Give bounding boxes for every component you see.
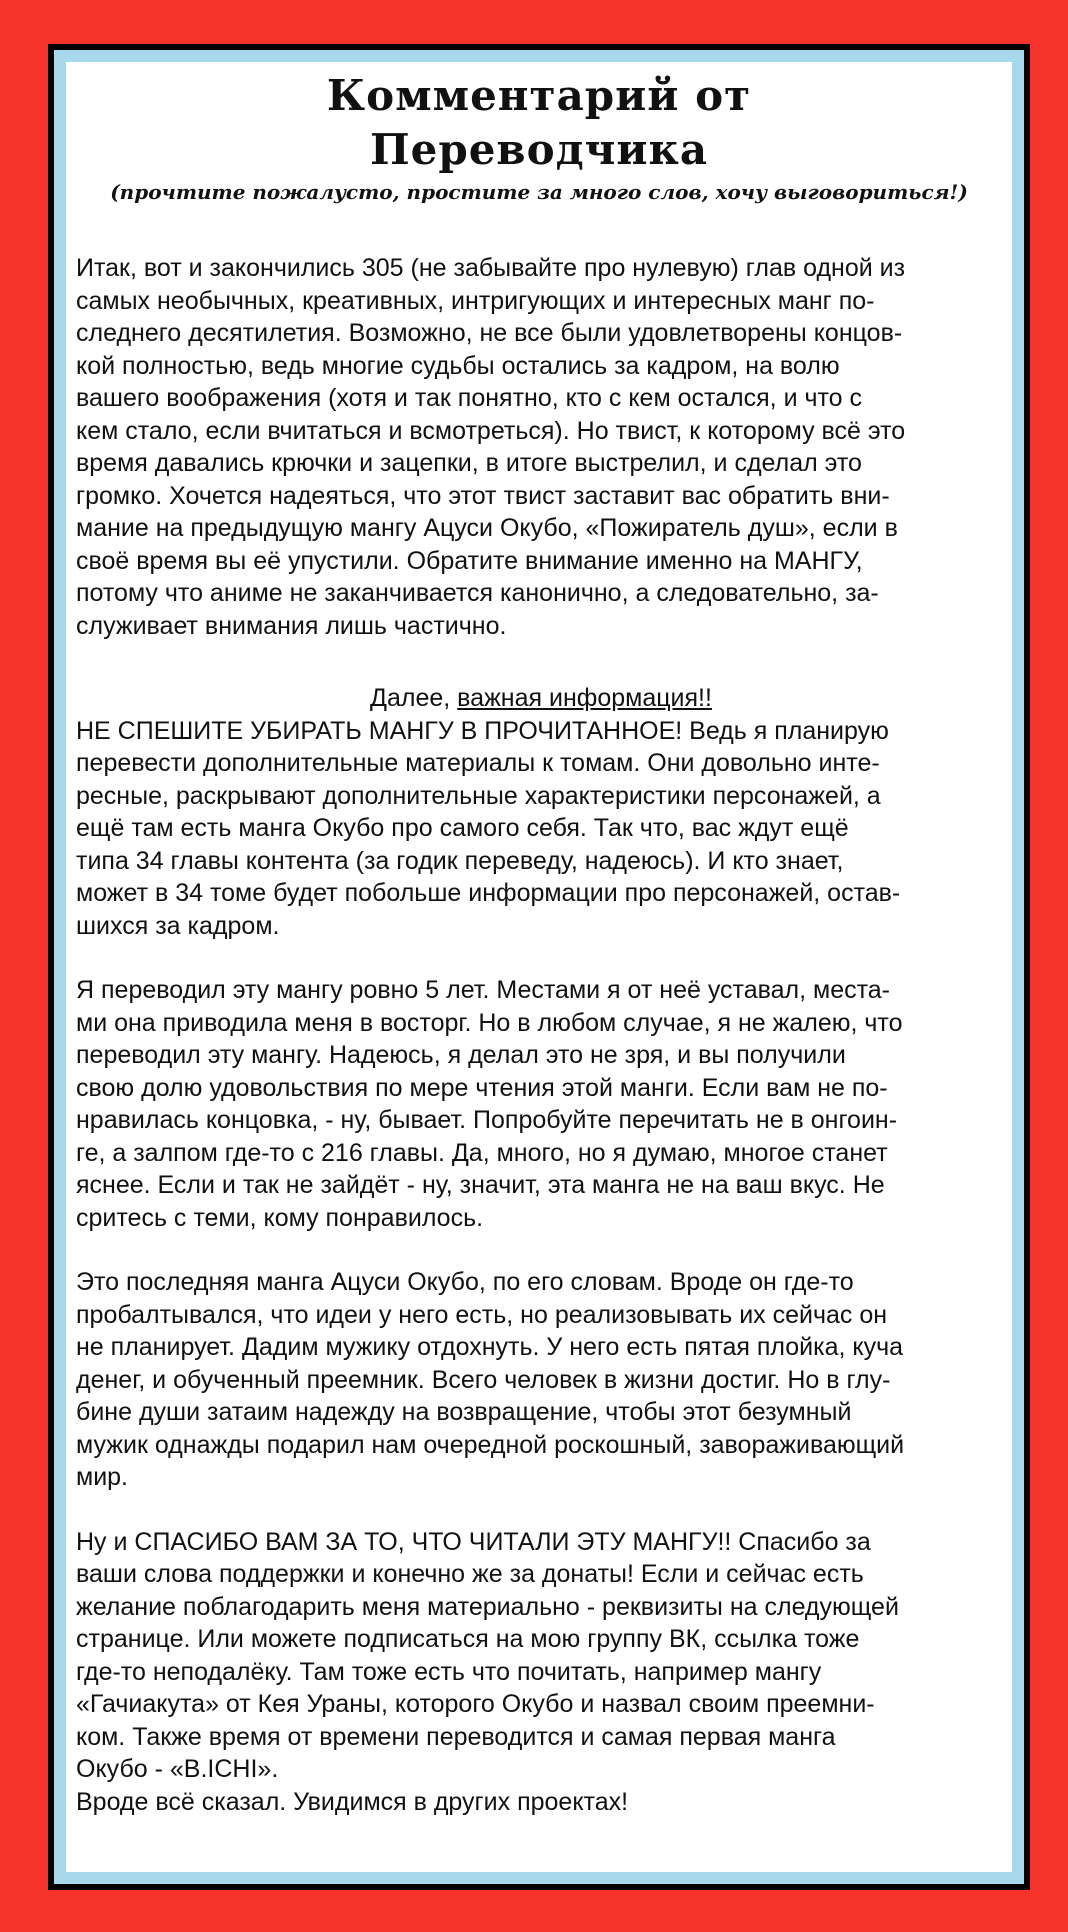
- subtitle: (прочтите пожалусто, простите за много слов, хочу выговориться!): [110, 180, 968, 204]
- text-line: не планирует. Дадим мужику отдохнуть. У него есть пятая плойка, куча: [76, 1333, 904, 1361]
- text-line: Я переводил эту мангу ровно 5 лет. Местами я от неё уставал, места-: [76, 976, 891, 1004]
- comment-body: [76, 252, 1006, 1818]
- text-line: ещё там есть манга Окубо про самого себя. Так что, вас ждут ещё: [76, 814, 849, 842]
- text-line: желание поблагодарить меня материально - реквизиты на следующей: [76, 1592, 899, 1621]
- paragraph-intro: [76, 252, 1006, 642]
- text-line: ваши слова поддержки и конечно же за донаты! Если и сейчас есть: [76, 1560, 864, 1588]
- text-panel: [66, 62, 1012, 1872]
- paragraph-important: [76, 682, 1006, 942]
- text-line: может в 34 томе будет побольше информации про персонажей, остав-: [76, 879, 901, 907]
- text-line: потому что аниме не заканчивается канонично, а следовательно, за-: [76, 579, 879, 607]
- important-heading: [76, 682, 1006, 715]
- text-line: ге, а залпом где-то с 216 главы. Да, много, но я думаю, многое станет: [76, 1138, 888, 1167]
- text-line: вашего воображения (хотя и так понятно, кто с кем остался, и что с: [76, 384, 863, 412]
- text-line: ми она приводила меня в восторг. Но в любом случае, я не жалею, что: [76, 1008, 903, 1037]
- text-line: денег, и обученный преемник. Всего человек в жизни достиг. Но в глу-: [76, 1365, 891, 1394]
- paragraph-translation-years: [76, 974, 1006, 1234]
- text-line: самых необычных, креативных, интригующих и интересных манг по-: [76, 286, 875, 315]
- text-line: сритесь с теми, кому понравилось.: [76, 1203, 484, 1232]
- text-line: мужик однажды подарил нам очередной роскошный, завораживающий: [76, 1430, 905, 1459]
- text-line: кем стало, если вчитаться и всмотреться). Но твист, к которому всё это: [76, 416, 906, 445]
- text-line: мир.: [76, 1463, 129, 1491]
- text-line: свою долю удовольствия по мере чтения этой манги. Если вам не по-: [76, 1073, 888, 1102]
- title-line-2: Переводчика: [369, 125, 709, 174]
- text-line: Итак, вот и закончились 305 (не забывайте про нулевую) глав одной из: [76, 254, 906, 282]
- text-line: ресные, раскрывают дополнительные характеристики персонажей, а: [76, 781, 881, 810]
- text-line: где-то неподалёку. Там тоже есть что почитать, например мангу: [76, 1657, 822, 1686]
- text-line: Ну и СПАСИБО ВАМ ЗА ТО, ЧТО ЧИТАЛИ ЭТУ МАНГУ!! Спасибо за: [76, 1527, 871, 1556]
- text-line: бине души затаим надежду на возвращение, чтобы этот безумный: [76, 1398, 852, 1426]
- important-heading-prefix: Далее,: [370, 684, 458, 712]
- text-line: перевести дополнительные материалы к томам. Они довольно инте-: [76, 749, 880, 777]
- text-line: своё время вы её упустили. Обратите внимание именно на МАНГУ,: [76, 546, 863, 575]
- title-line-1: Комментарий от: [326, 71, 752, 120]
- text-line: «Гачиакута» от Кея Ураны, которого Окубо и назвал своим преемни-: [76, 1690, 875, 1718]
- text-line: нравилась концовка, - ну, бывает. Попробуйте перечитать не в онгоин-: [76, 1106, 898, 1134]
- text-line: пробалтывался, что идеи у него есть, но реализовывать их сейчас он: [76, 1300, 888, 1329]
- paragraph-thanks: [76, 1526, 1006, 1819]
- text-line: ком. Также время от времени переводится и самая первая манга: [76, 1722, 836, 1751]
- text-line: типа 34 главы контента (за годик переведу, надеюсь). И кто знает,: [76, 846, 844, 875]
- text-line: НЕ СПЕШИТЕ УБИРАТЬ МАНГУ В ПРОЧИТАННОЕ! Ведь я планирую: [76, 716, 889, 745]
- text-line: Вроде всё сказал. Увидимся в других проектах!: [76, 1787, 629, 1816]
- text-line: Это последняя манга Ацуси Окубо, по его словам. Вроде он где-то: [76, 1268, 854, 1296]
- text-line: странице. Или можете подписаться на мою группу ВК, ссылка тоже: [76, 1625, 860, 1653]
- important-heading-link: важная информация!!: [457, 684, 712, 712]
- text-line: шихся за кадром.: [76, 911, 280, 940]
- text-line: Окубо - «B.ICHI».: [76, 1755, 279, 1783]
- text-line: следнего десятилетия. Возможно, не все были удовлетворены концов-: [76, 319, 903, 347]
- paragraph-last-manga: [76, 1266, 1006, 1494]
- text-line: время давались крючки и зацепки, в итоге выстрелил, и сделал это: [76, 449, 862, 477]
- text-line: переводил эту мангу. Надеюсь, я делал это не зря, и вы получили: [76, 1041, 846, 1069]
- text-line: кой полностью, ведь многие судьбы остались за кадром, на волю: [76, 351, 840, 380]
- text-line: мание на предыдущую мангу Ацуси Окубо, «Пожиратель душ», если в: [76, 514, 898, 542]
- text-line: яснее. Если и так не зайдёт - ну, значит, эта манга не на ваш вкус. Не: [76, 1171, 885, 1199]
- text-line: громко. Хочется надеяться, что этот твист заставит вас обратить вни-: [76, 481, 890, 510]
- important-lines: [76, 715, 1006, 943]
- text-line: служивает внимания лишь частично.: [76, 611, 507, 640]
